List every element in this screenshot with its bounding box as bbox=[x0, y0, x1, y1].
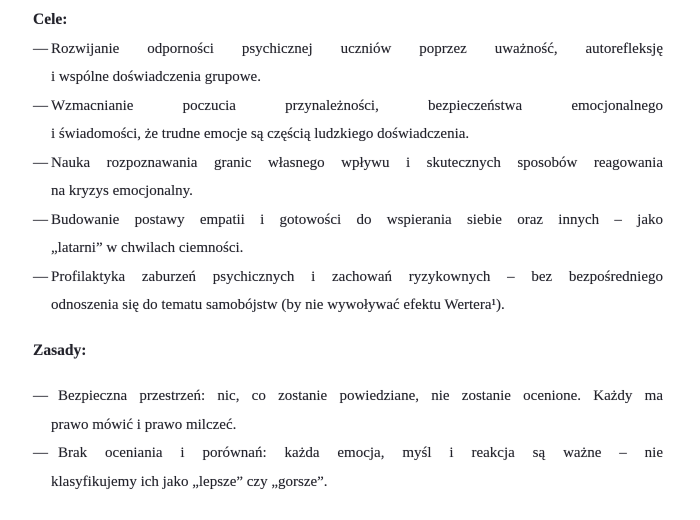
bullet-line: Brak oceniania i porównań: każda emocja, myśl i reakcja są ważne – nie bbox=[58, 445, 663, 461]
bullet-line: „latarni” w chwilach ciemności. bbox=[51, 240, 244, 256]
bullet-line: Wzmacnianie poczucia przynależności, bezpieczeństwa emocjonalnego bbox=[51, 97, 663, 114]
bullet-dash: — bbox=[33, 445, 48, 461]
bullet-item bbox=[33, 92, 663, 149]
bullet-item bbox=[33, 206, 663, 263]
bullet-line: Bezpieczna przestrzeń: nic, co zostanie powiedziane, nie zostanie ocenione. Każdy ma bbox=[58, 388, 663, 404]
bullet-line: prawo mówić i prawo milczeć. bbox=[51, 416, 237, 433]
bullet-item bbox=[33, 382, 663, 439]
bullet-line: na kryzys emocjonalny. bbox=[51, 183, 193, 199]
bullet-line: Profilaktyka zaburzeń psychicznych i zachowań ryzykownych – bez bezpośredniego bbox=[51, 268, 663, 285]
bullet-line: i świadomości, że trudne emocje są częścią ludzkiego doświadczenia. bbox=[51, 126, 470, 142]
bullet-item bbox=[33, 35, 663, 92]
bullet-dash: — bbox=[33, 154, 48, 171]
bullet-text bbox=[51, 439, 663, 496]
bullet-line: Budowanie postawy empatii i gotowości do wspierania siebie oraz innych – jako bbox=[51, 211, 663, 228]
bullet-text bbox=[51, 206, 663, 263]
bullet-item bbox=[33, 149, 663, 206]
bullet-text bbox=[51, 263, 663, 320]
bullet-dash: — bbox=[33, 388, 48, 404]
bullet-item bbox=[33, 263, 663, 320]
bullet-text bbox=[51, 92, 663, 149]
bullet-line: i wspólne doświadczenia grupowe. bbox=[51, 69, 261, 85]
section-heading-cele: Cele: bbox=[33, 11, 68, 28]
bullet-text bbox=[51, 382, 663, 439]
bullet-text bbox=[51, 149, 663, 206]
bullet-dash: — bbox=[33, 40, 48, 57]
bullet-dash: — bbox=[33, 211, 48, 228]
bullet-line: Nauka rozpoznawania granic własnego wpływu i skutecznych sposobów reagowania bbox=[51, 154, 663, 171]
bullet-text bbox=[51, 35, 663, 92]
bullet-dash: — bbox=[33, 268, 48, 285]
bullet-line: klasyfikujemy ich jako „lepsze” czy „gorsze”. bbox=[51, 473, 328, 490]
bullet-line: odnoszenia się do tematu samobójstw (by nie wywoływać efektu Wertera¹). bbox=[51, 297, 505, 313]
bullet-line: Rozwijanie odporności psychicznej uczniów poprzez uważność, autorefleksję bbox=[51, 40, 663, 57]
section-heading-zasady: Zasady: bbox=[33, 341, 87, 359]
bullet-list-cele bbox=[33, 35, 663, 320]
bullet-item bbox=[33, 439, 663, 496]
bullet-dash: — bbox=[33, 97, 48, 114]
bullet-list-zasady bbox=[33, 382, 663, 496]
